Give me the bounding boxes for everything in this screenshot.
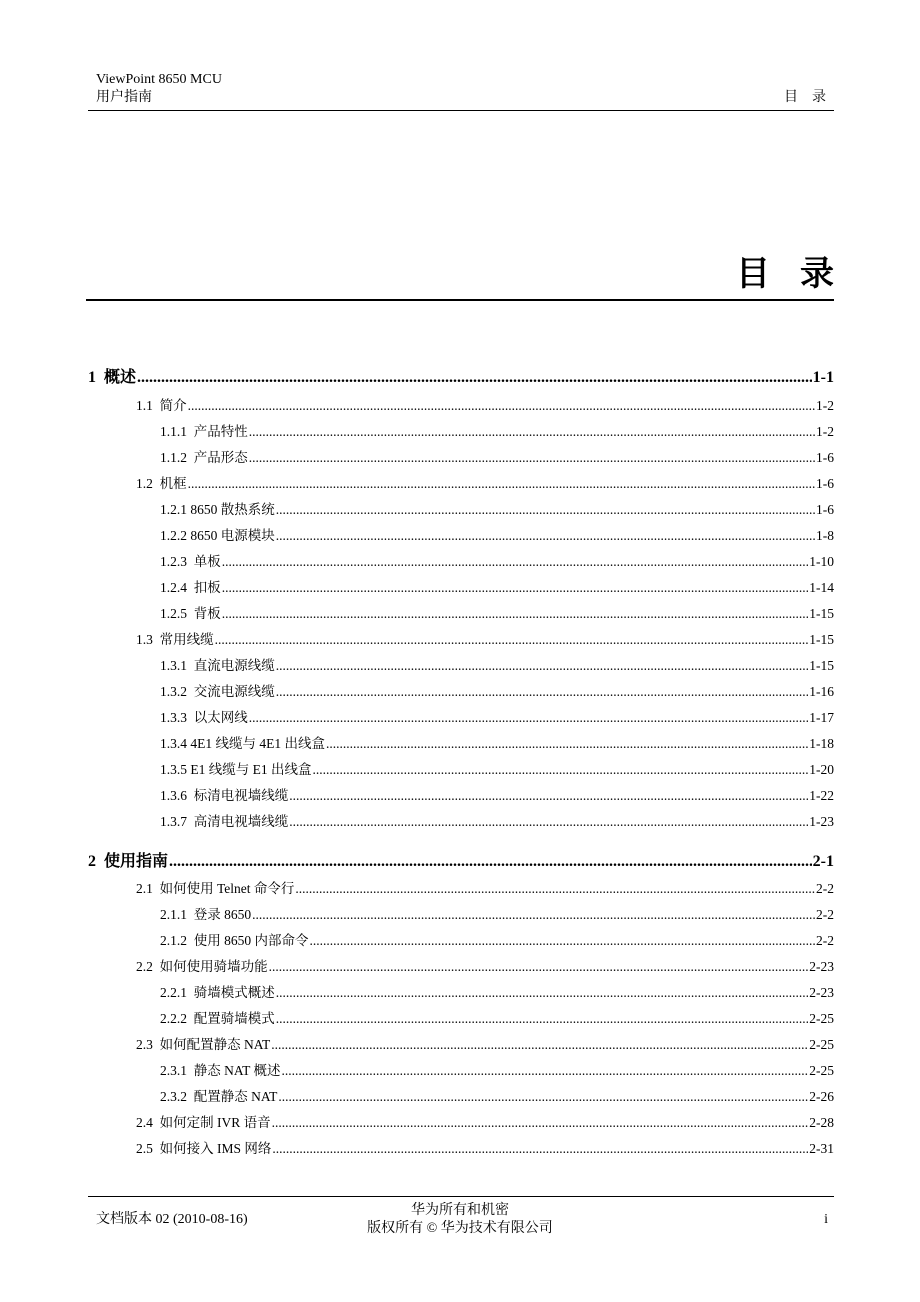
toc-entry-level-3[interactable] [160, 683, 834, 701]
toc-entry-page: 1-1 [812, 369, 834, 386]
toc-entry-label: 1.3.1 直流电源线缆 [160, 658, 275, 673]
toc-entry-label: 1.2.2 8650 电源模块 [160, 528, 275, 543]
toc-entry-label: 2.2 如何使用骑墙功能 [136, 959, 268, 974]
toc-dot-leader [282, 1062, 809, 1080]
toc-dot-leader [276, 683, 809, 701]
toc-dot-leader [222, 605, 809, 623]
toc-entry-page: 1-6 [816, 476, 834, 491]
toc-entry-label: 2 使用指南 [88, 853, 169, 870]
toc-entry-label: 2.2.2 配置骑墙模式 [160, 1011, 275, 1026]
toc-entry-page: 1-23 [809, 814, 834, 829]
toc-entry-page: 2-25 [809, 1063, 834, 1078]
toc-entry-level-2[interactable] [136, 1140, 834, 1158]
toc-entry-level-3[interactable] [160, 1062, 834, 1080]
toc-entry-page: 2-26 [809, 1089, 834, 1104]
page-title: 目录 [736, 254, 864, 294]
toc-dot-leader [276, 527, 815, 545]
toc-dot-leader [222, 553, 809, 571]
toc-dot-leader [276, 1010, 809, 1028]
toc-entry-label: 1.2.1 8650 散热系统 [160, 502, 275, 517]
toc-entry-label: 1.3.3 以太网线 [160, 710, 248, 725]
toc-dot-leader [326, 735, 808, 753]
toc-entry-level-3[interactable] [160, 906, 834, 924]
toc-entry-page: 1-16 [809, 684, 834, 699]
header-guide-name: 用户指南 [96, 90, 152, 105]
toc-entry-page: 1-20 [809, 762, 834, 777]
toc-entry-level-3[interactable] [160, 1010, 834, 1028]
toc-entry-label: 1.2.5 背板 [160, 606, 221, 621]
toc-entry-label: 2.3.1 静态 NAT 概述 [160, 1063, 281, 1078]
toc-dot-leader [249, 449, 815, 467]
toc-entry-label: 1 概述 [88, 369, 137, 386]
toc-entry-level-3[interactable] [160, 1088, 834, 1106]
toc-entry-page: 2-2 [816, 907, 834, 922]
toc-entry-level-3[interactable] [160, 709, 834, 727]
toc-entry-label: 1.1.2 产品形态 [160, 450, 248, 465]
footer-copyright-block [330, 1202, 590, 1238]
toc-entry-level-3[interactable] [160, 579, 834, 597]
toc-entry-label: 1.3.4 4E1 线缆与 4E1 出线盒 [160, 736, 325, 751]
toc-dot-leader [276, 984, 809, 1002]
toc-entry-page: 1-15 [809, 632, 834, 647]
toc-dot-leader [269, 958, 809, 976]
toc-dot-leader [249, 709, 809, 727]
toc-entry-level-2[interactable] [136, 958, 834, 976]
toc-dot-leader [313, 761, 809, 779]
toc-entry-label: 2.1 如何使用 Telnet 命令行 [136, 881, 295, 896]
toc-entry-label: 1.1 简介 [136, 398, 187, 413]
toc-entry-label: 1.2.3 单板 [160, 554, 221, 569]
toc-dot-leader [272, 1114, 809, 1132]
toc-dot-leader [188, 397, 815, 415]
toc-dot-leader [295, 880, 815, 898]
toc-dot-leader [188, 475, 815, 493]
toc-entry-page: 1-6 [816, 450, 834, 465]
toc-entry-level-3[interactable] [160, 553, 834, 571]
toc-dot-leader [169, 852, 812, 872]
toc-entry-page: 1-17 [809, 710, 834, 725]
toc-entry-page: 2-23 [809, 959, 834, 974]
toc-entry-level-3[interactable] [160, 984, 834, 1002]
toc-entry-label: 1.3.2 交流电源线缆 [160, 684, 275, 699]
page-header [88, 72, 840, 111]
toc-entry-level-3[interactable] [160, 501, 834, 519]
toc-dot-leader [289, 787, 808, 805]
toc-entry-label: 2.4 如何定制 IVR 语音 [136, 1115, 271, 1130]
footer-divider [88, 1196, 834, 1197]
toc-entry-page: 1-6 [816, 502, 834, 517]
toc-dot-leader [272, 1140, 808, 1158]
toc-entry-page: 2-31 [809, 1141, 834, 1156]
toc-entry-page: 2-28 [809, 1115, 834, 1130]
toc-entry-page: 2-1 [812, 853, 834, 870]
toc-entry-page: 2-2 [816, 881, 834, 896]
toc-dot-leader [137, 368, 812, 388]
toc-entry-level-2[interactable] [136, 1114, 834, 1132]
title-divider [86, 299, 834, 301]
toc-entry-page: 2-23 [809, 985, 834, 1000]
toc-entry-label: 1.3.6 标清电视墙线缆 [160, 788, 289, 803]
toc-entry-level-3[interactable] [160, 605, 834, 623]
toc-entry-level-2[interactable] [136, 880, 834, 898]
toc-entry-page: 1-8 [816, 528, 834, 543]
toc-entry-page: 2-25 [809, 1037, 834, 1052]
toc-entry-label: 1.3.5 E1 线缆与 E1 出线盒 [160, 762, 312, 777]
toc-entry-label: 1.2.4 扣板 [160, 580, 221, 595]
toc-entry-level-3[interactable] [160, 761, 834, 779]
toc-entry-level-3[interactable] [160, 813, 834, 831]
footer-copyright: 版权所有 © 华为技术有限公司 [367, 1221, 553, 1236]
toc-entry-page: 1-18 [809, 736, 834, 751]
toc-entry-label: 2.1.2 使用 8650 内部命令 [160, 933, 309, 948]
toc-entry-label: 1.3.7 高清电视墙线缆 [160, 814, 289, 829]
toc-dot-leader [252, 906, 815, 924]
toc-entry-page: 1-2 [816, 424, 834, 439]
toc-entry-label: 1.1.1 产品特性 [160, 424, 248, 439]
header-product-name: ViewPoint 8650 MCU [96, 72, 222, 87]
toc-dot-leader [310, 932, 816, 950]
toc-entry-page: 1-2 [816, 398, 834, 413]
toc-entry-level-3[interactable] [160, 735, 834, 753]
toc-entry-level-3[interactable] [160, 787, 834, 805]
toc-entry-level-3[interactable] [160, 527, 834, 545]
toc-dot-leader [215, 631, 809, 649]
toc-entry-level-3[interactable] [160, 423, 834, 441]
toc-dot-leader [276, 657, 809, 675]
toc-dot-leader [276, 501, 815, 519]
toc-dot-leader [222, 579, 809, 597]
toc-entry-level-3[interactable] [160, 932, 834, 950]
footer-confidential: 华为所有和机密 [411, 1203, 509, 1218]
toc-entry-label: 2.1.1 登录 8650 [160, 907, 252, 922]
toc-entry-page: 1-15 [809, 606, 834, 621]
toc-entry-label: 2.2.1 骑墙模式概述 [160, 985, 275, 1000]
toc-entry-level-2[interactable] [136, 631, 834, 649]
toc-dot-leader [271, 1036, 808, 1054]
toc-entry-page: 1-14 [809, 580, 834, 595]
toc-dot-leader [249, 423, 815, 441]
toc-entry-page: 2-25 [809, 1011, 834, 1026]
toc-entry-page: 2-2 [816, 933, 834, 948]
footer-page-number: i [824, 1212, 828, 1227]
toc-entry-level-3[interactable] [160, 449, 834, 467]
toc-entry-label: 1.3 常用线缆 [136, 632, 214, 647]
toc-entry-page: 1-22 [809, 788, 834, 803]
toc-entry-label: 2.3 如何配置静态 NAT [136, 1037, 271, 1052]
toc-entry-page: 1-15 [809, 658, 834, 673]
toc-entry-level-3[interactable] [160, 657, 834, 675]
toc-entry-page: 1-10 [809, 554, 834, 569]
toc-entry-level-1[interactable] [88, 368, 834, 388]
toc-entry-label: 1.2 机框 [136, 476, 187, 491]
toc-entry-level-2[interactable] [136, 397, 834, 415]
footer-document-version: 文档版本 02 (2010-08-16) [96, 1212, 248, 1227]
toc-entry-level-1[interactable] [88, 852, 834, 872]
toc-entry-label: 2.3.2 配置静态 NAT [160, 1089, 278, 1104]
toc-entry-level-2[interactable] [136, 1036, 834, 1054]
toc-entry-label: 2.5 如何接入 IMS 网络 [136, 1141, 272, 1156]
toc-entry-level-2[interactable] [136, 475, 834, 493]
header-section-name: 目录 [784, 90, 840, 105]
toc-dot-leader [289, 813, 808, 831]
toc-dot-leader [278, 1088, 808, 1106]
